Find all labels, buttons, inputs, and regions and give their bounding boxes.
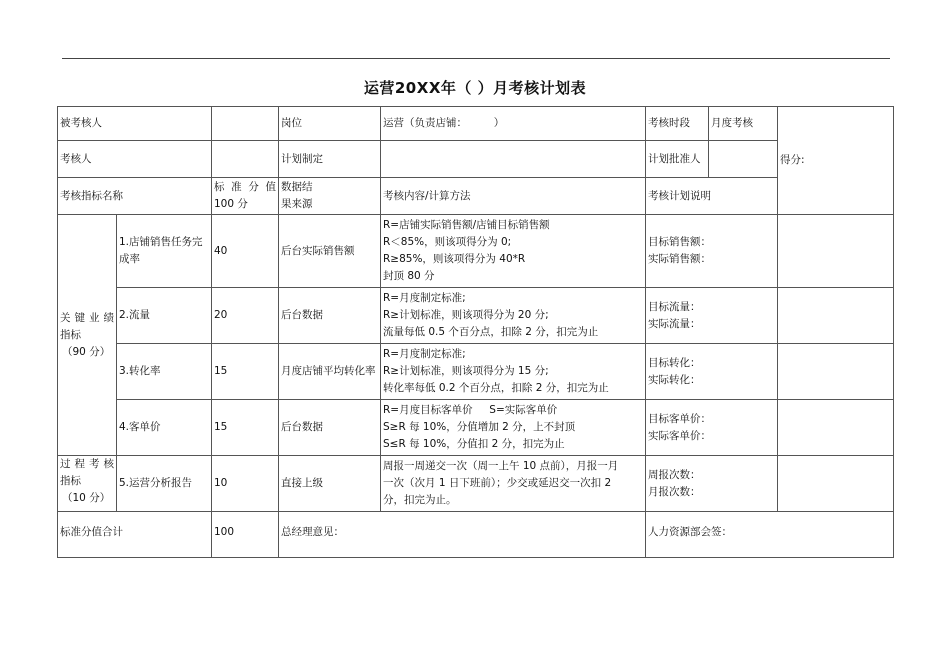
content-line: 周报一周递交一次（周一上午 10 点前），月报一月 bbox=[383, 460, 619, 472]
content-line: 一次（次月 1 日下班前）；少交或延迟交一次扣 2 bbox=[383, 477, 612, 489]
row-name: 4.客单价 bbox=[117, 400, 212, 456]
row-source: 后台数据 bbox=[279, 400, 381, 456]
row-score: 15 bbox=[212, 344, 279, 400]
content-line: 流量每低 0.5 个百分点，扣除 2 分，扣完为止 bbox=[383, 326, 599, 338]
content-line: R≥85%，则该项得分为 40*R bbox=[383, 253, 526, 265]
period-value: 月度考核 bbox=[709, 107, 778, 141]
note-line: 目标转化： bbox=[648, 356, 701, 369]
row-name: 5.运营分析报告 bbox=[117, 456, 212, 512]
group-kpi-line1: 关 键 业 绩 bbox=[60, 311, 114, 324]
note-line: 目标客单价： bbox=[648, 412, 711, 425]
group-process-line1: 过 程 考 核 bbox=[60, 458, 114, 470]
score-cell: 得分: bbox=[778, 107, 894, 215]
row-score-blank bbox=[778, 215, 894, 288]
note-line: 实际转化： bbox=[648, 373, 701, 386]
content-line: 分，扣完为止。 bbox=[383, 494, 457, 506]
row-name: 1.店铺销售任务完成率 bbox=[117, 215, 212, 288]
row-score: 20 bbox=[212, 288, 279, 344]
group-kpi-line3: （90 分） bbox=[62, 345, 111, 358]
group-process-line3: （10 分） bbox=[62, 492, 111, 504]
row-source: 后台数据 bbox=[279, 288, 381, 344]
row-score: 15 bbox=[212, 400, 279, 456]
group-kpi bbox=[58, 215, 117, 456]
row-source: 直接上级 bbox=[279, 456, 381, 512]
row-content bbox=[381, 400, 646, 456]
assessee-label: 被考核人 bbox=[58, 107, 212, 141]
group-process-line2: 指标 bbox=[60, 475, 81, 487]
row-score-blank bbox=[778, 288, 894, 344]
content-line: S≤R 每 10%，分值扣 2 分，扣完为止 bbox=[383, 438, 565, 450]
gm-opinion: 总经理意见： bbox=[279, 512, 646, 558]
row-score: 10 bbox=[212, 456, 279, 512]
row-source: 后台实际销售额 bbox=[279, 215, 381, 288]
top-rule bbox=[62, 58, 890, 59]
col-content-header: 考核内容/计算方法 bbox=[381, 178, 646, 215]
assessor-value bbox=[212, 141, 279, 178]
source-line1: 数据结 bbox=[281, 181, 313, 193]
col-indicator-header: 考核指标名称 bbox=[58, 178, 212, 215]
row-note bbox=[646, 456, 778, 512]
col-std-score-header bbox=[212, 178, 279, 215]
row-score-blank bbox=[778, 344, 894, 400]
row-note bbox=[646, 288, 778, 344]
approver-value bbox=[709, 141, 778, 178]
note-line: 目标销售额： bbox=[648, 236, 711, 248]
note-line: 周报次数： bbox=[648, 468, 701, 481]
row-name: 3.转化率 bbox=[117, 344, 212, 400]
hr-sign: 人力资源部会签： bbox=[646, 512, 894, 558]
assessment-plan-table bbox=[57, 106, 894, 558]
note-line: 目标流量： bbox=[648, 300, 701, 313]
position-value: 运营（负责店铺： ） bbox=[381, 107, 646, 141]
plan-value bbox=[381, 141, 646, 178]
content-line: R=月度制定标准; bbox=[383, 292, 466, 304]
row-source: 月度店铺平均转化率 bbox=[279, 344, 381, 400]
content-line: 转化率每低 0.2 个百分点，扣除 2 分，扣完为止 bbox=[383, 382, 609, 394]
approver-label: 计划批准人 bbox=[646, 141, 709, 178]
note-line: 实际销售额： bbox=[648, 253, 711, 265]
plan-label: 计划制定 bbox=[279, 141, 381, 178]
row-score-blank bbox=[778, 456, 894, 512]
note-line: 实际客单价： bbox=[648, 429, 711, 442]
assessor-label: 考核人 bbox=[58, 141, 212, 178]
group-process bbox=[58, 456, 117, 512]
row-content bbox=[381, 456, 646, 512]
row-content bbox=[381, 288, 646, 344]
content-line: R=月度制定标准; bbox=[383, 348, 466, 360]
source-line2: 果来源 bbox=[281, 198, 313, 210]
content-line: R＜85%，则该项得分为 0; bbox=[383, 236, 512, 248]
group-kpi-line2: 指标 bbox=[60, 328, 81, 341]
std-score-line2: 100 分 bbox=[214, 198, 248, 210]
total-value: 100 bbox=[212, 512, 279, 558]
row-note bbox=[646, 215, 778, 288]
row-name: 2.流量 bbox=[117, 288, 212, 344]
row-note bbox=[646, 344, 778, 400]
row-score-blank bbox=[778, 400, 894, 456]
assessee-value bbox=[212, 107, 279, 141]
std-score-line1: 标 准 分 值 bbox=[214, 181, 276, 193]
row-note bbox=[646, 400, 778, 456]
content-line: R=店铺实际销售额/店铺目标销售额 bbox=[383, 219, 550, 231]
row-content bbox=[381, 215, 646, 288]
position-label: 岗位 bbox=[279, 107, 381, 141]
content-line: R≥计划标准，则该项得分为 20 分; bbox=[383, 309, 549, 321]
content-line: R=月度目标客单价 S=实际客单价 bbox=[383, 404, 558, 416]
content-line: S≥R 每 10%，分值增加 2 分，上不封顶 bbox=[383, 421, 576, 433]
col-plan-note-header: 考核计划说明 bbox=[646, 178, 778, 215]
content-line: 封顶 80 分 bbox=[383, 270, 435, 282]
col-source-header bbox=[279, 178, 381, 215]
note-line: 实际流量： bbox=[648, 317, 701, 330]
total-label: 标准分值合计 bbox=[58, 512, 212, 558]
row-content bbox=[381, 344, 646, 400]
row-score: 40 bbox=[212, 215, 279, 288]
content-line: R≥计划标准，则该项得分为 15 分; bbox=[383, 365, 549, 377]
note-line: 月报次数： bbox=[648, 485, 701, 498]
document-title: 运营20XX年（ ）月考核计划表 bbox=[363, 79, 587, 97]
period-label: 考核时段 bbox=[646, 107, 709, 141]
